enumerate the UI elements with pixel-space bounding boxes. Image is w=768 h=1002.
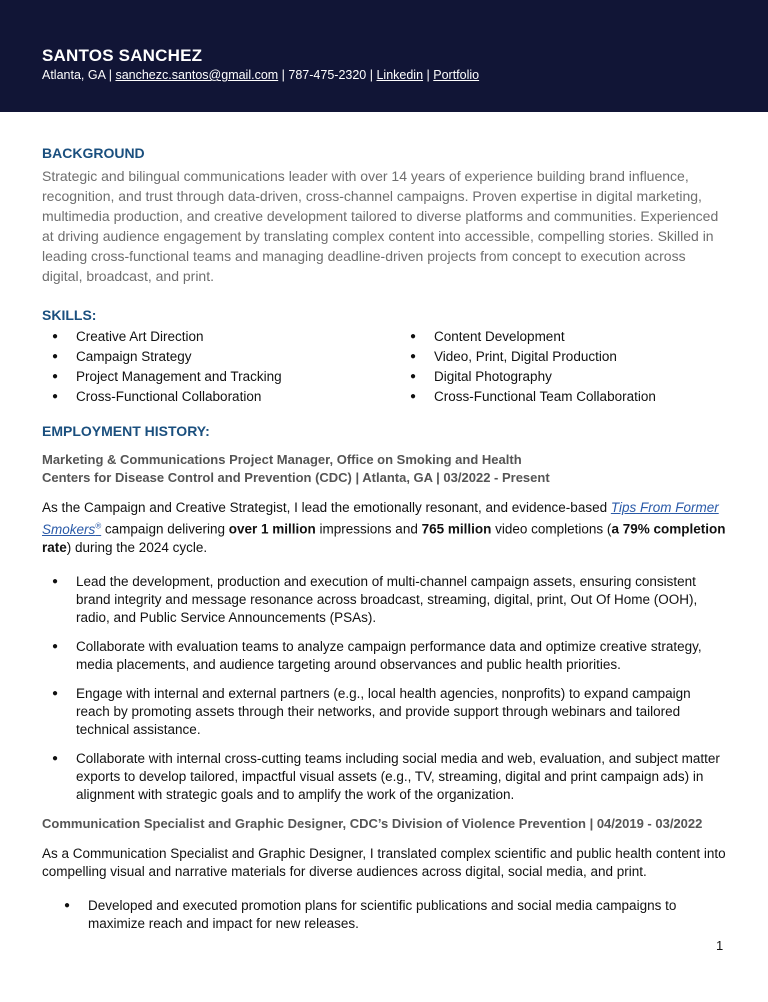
location-text: Atlanta, GA bbox=[42, 68, 106, 82]
skill-item: ● Digital Photography bbox=[400, 367, 728, 387]
bullet-icon: ● bbox=[52, 752, 59, 764]
page-number: 1 bbox=[716, 938, 724, 953]
job1-title: Marketing & Communications Project Manager, Office on Smoking and Health bbox=[42, 452, 522, 467]
linkedin-link[interactable]: Linkedin bbox=[376, 68, 424, 82]
job1-employer: Centers for Disease Control and Prevention (CDC) | Atlanta, GA | 03/2022 - Present bbox=[42, 470, 550, 485]
job1-summary: As the Campaign and Creative Strategist, I lead the emotionally resonant, and evidence-based Tips From Former Smokers® campaign delivering over 1 million impressions and 765 million video completions (a 79% completion rate) during the 2024 cycle. bbox=[42, 500, 726, 555]
bullet-icon: ● bbox=[52, 575, 59, 587]
bullet-icon: ● bbox=[410, 351, 417, 362]
list-item: ● Lead the development, production and execution of multi-channel campaign assets, ensuring consistent brand integrity and message resonance across broadcast, streaming, digital, print, Out Of Home (OOH), radio, and Public Service Announcements (PSAs). bbox=[52, 573, 698, 625]
skills-right-list bbox=[400, 327, 728, 407]
job2-summary: As a Communication Specialist and Graphic Designer, I translated complex scientific and public health content into compelling visual and narrative materials for diverse audiences across digital, social media, and print. bbox=[42, 845, 726, 879]
skill-item: ● Creative Art Direction bbox=[42, 327, 400, 347]
background-text: Strategic and bilingual communications leader with over 14 years of experience building brand influence, recognition, and trust through data-driven, cross-channel campaigns. Proven expertise in digital marketing, multimedia production, and creative development tailored to diverse platforms and communities. Experienced at driving audience engagement by translating complex content into accessible, compelling stories. Skilled in leading cross-functional teams and managing deadline-driven projects from concept to execution across digital, broadcast, and print. bbox=[42, 168, 719, 284]
skill-item: ● Video, Print, Digital Production bbox=[400, 347, 728, 367]
skill-item: ● Project Management and Tracking bbox=[42, 367, 400, 387]
job2-bullets bbox=[42, 897, 728, 933]
bullet-icon: ● bbox=[64, 899, 71, 911]
bullet-icon: ● bbox=[410, 371, 417, 382]
separator: | bbox=[105, 68, 116, 82]
list-item: ● Collaborate with internal cross-cutting teams including social media and web, evaluation, and subject matter exports to develop tailored, impactful visual assets (e.g., TV, streaming, digital and print campaign ads) in alignment with strategic goals and to amplify the work of the organization. bbox=[52, 750, 720, 802]
list-item: ● Collaborate with evaluation teams to analyze campaign performance data and optimize creative strategy, media placements, and audience targeting around observances and public health priorities. bbox=[52, 638, 702, 672]
contact-line bbox=[42, 68, 479, 82]
job1-bullets bbox=[42, 573, 728, 804]
separator: | bbox=[278, 68, 289, 82]
separator: | bbox=[366, 68, 377, 82]
bullet-icon: ● bbox=[52, 640, 59, 652]
bullet-icon: ● bbox=[410, 331, 417, 342]
skills-grid bbox=[42, 327, 728, 407]
candidate-name: SANTOS SANCHEZ bbox=[42, 46, 203, 65]
bullet-icon: ● bbox=[410, 391, 417, 402]
list-item: ● Engage with internal and external partners (e.g., local health agencies, nonprofits) to expand campaign reach by promoting assets through their networks, and provide support through webinars and tailored technical assistance. bbox=[52, 685, 691, 737]
header-banner bbox=[0, 0, 768, 112]
skill-item: ● Campaign Strategy bbox=[42, 347, 400, 367]
portfolio-link[interactable]: Portfolio bbox=[433, 68, 480, 82]
skills-heading: SKILLS: bbox=[42, 307, 97, 323]
skill-item: ● Cross-Functional Collaboration bbox=[42, 387, 400, 407]
job2-title: Communication Specialist and Graphic Designer, CDC’s Division of Violence Prevention | 04/2019 - 03/2022 bbox=[42, 815, 703, 831]
bullet-icon: ● bbox=[52, 331, 59, 342]
skill-item: ● Content Development bbox=[400, 327, 728, 347]
list-item: ● Developed and executed promotion plans for scientific publications and social media campaigns to maximize reach and impact for new releases. bbox=[64, 897, 677, 931]
resume-body bbox=[42, 145, 728, 944]
bullet-icon: ● bbox=[52, 687, 59, 699]
background-heading: BACKGROUND bbox=[42, 145, 145, 161]
separator: | bbox=[423, 68, 434, 82]
skill-item: ● Cross-Functional Team Collaboration bbox=[400, 387, 728, 407]
email-link[interactable]: sanchezc.santos@gmail.com bbox=[115, 68, 279, 82]
skills-left-list bbox=[42, 327, 400, 407]
bullet-icon: ● bbox=[52, 351, 59, 362]
campaign-link[interactable]: Tips From Former Smokers® bbox=[42, 500, 719, 537]
bullet-icon: ● bbox=[52, 391, 59, 402]
employment-heading: EMPLOYMENT HISTORY: bbox=[42, 423, 210, 439]
phone-text: 787-475-2320 bbox=[288, 68, 367, 82]
bullet-icon: ● bbox=[52, 371, 59, 382]
